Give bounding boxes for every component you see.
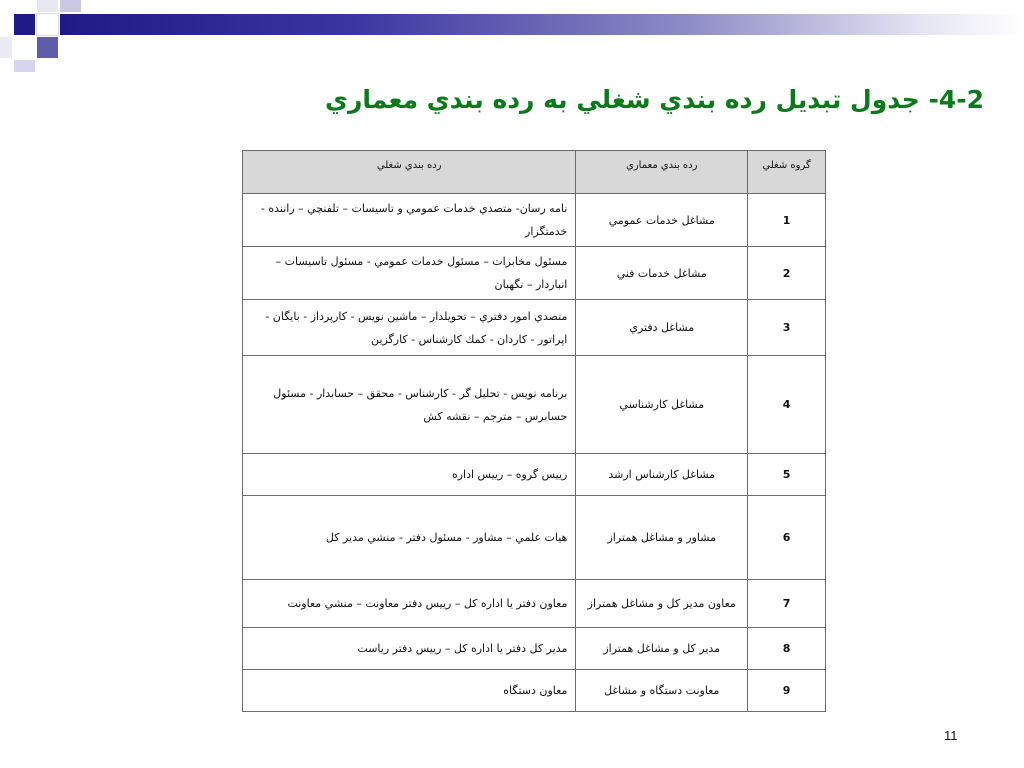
table-row [243, 580, 826, 628]
row-arch-class: مشاغل خدمات فني [576, 247, 748, 300]
decor-square [14, 14, 35, 35]
row-job-titles: معاون دفتر يا اداره كل – رييس دفتر معاونت – منشي معاونت [243, 580, 576, 628]
table-row [243, 194, 826, 247]
row-group-number: 3 [748, 300, 826, 356]
top-gradient-band [60, 14, 1024, 35]
decor-square [37, 14, 58, 35]
decor-square [0, 37, 12, 58]
row-job-titles: رييس گروه – رييس اداره [243, 454, 576, 496]
header-arch: رده بندي معماري [576, 151, 748, 194]
decor-square [14, 37, 35, 58]
row-job-titles: برنامه نويس - تحليل گر - كارشناس - محقق – حسابدار - مسئول حسابرس – مترجم – نقشه كش [243, 356, 576, 454]
row-group-number: 8 [748, 628, 826, 670]
slide-title: 4-2- جدول تبديل رده بندي شغلي به رده بندي معماري [325, 85, 984, 114]
table-row [243, 454, 826, 496]
header-job: رده بندي شغلي [243, 151, 576, 194]
row-group-number: 5 [748, 454, 826, 496]
row-arch-class: معاونت دستگاه و مشاغل [576, 670, 748, 712]
decor-square [37, 0, 58, 12]
row-group-number: 4 [748, 356, 826, 454]
classification-table [242, 150, 826, 712]
table-header-row [243, 151, 826, 194]
decor-square [37, 37, 58, 58]
row-arch-class: مدير كل و مشاغل همتراز [576, 628, 748, 670]
row-arch-class: معاون مدير كل و مشاغل همتراز [576, 580, 748, 628]
header-group: گروه شغلي [748, 151, 826, 194]
row-job-titles: نامه رسان- متصدي خدمات عمومي و تاسيسات – تلفنچي – راننده - خدمتگزار [243, 194, 576, 247]
table-row [243, 300, 826, 356]
table-row [243, 247, 826, 300]
row-group-number: 1 [748, 194, 826, 247]
row-group-number: 9 [748, 670, 826, 712]
row-job-titles: متصدي امور دفتري – تحويلدار – ماشين نويس - كارپرداز - بايگان - اپراتور - كاردان - كمك كارشناس - كارگزين [243, 300, 576, 356]
page-number: 11 [944, 728, 958, 743]
row-arch-class: مشاغل كارشناس ارشد [576, 454, 748, 496]
table-row [243, 496, 826, 580]
row-arch-class: مشاغل كارشناسي [576, 356, 748, 454]
row-arch-class: مشاغل خدمات عمومي [576, 194, 748, 247]
row-arch-class: مشاور و مشاغل همتراز [576, 496, 748, 580]
table-row [243, 356, 826, 454]
row-job-titles: معاون دستگاه [243, 670, 576, 712]
row-group-number: 6 [748, 496, 826, 580]
row-job-titles: مسئول مخابرات – مسئول خدمات عمومي - مسئول تاسيسات – انباردار – نگهبان [243, 247, 576, 300]
row-group-number: 2 [748, 247, 826, 300]
row-job-titles: هيات علمي – مشاور - مسئول دفتر - منشي مدير كل [243, 496, 576, 580]
row-job-titles: مدير كل دفتر يا اداره كل – رييس دفتر رياست [243, 628, 576, 670]
table-row [243, 670, 826, 712]
decor-square [60, 0, 81, 12]
row-group-number: 7 [748, 580, 826, 628]
table-row [243, 628, 826, 670]
row-arch-class: مشاغل دفتري [576, 300, 748, 356]
decor-square [14, 60, 35, 72]
